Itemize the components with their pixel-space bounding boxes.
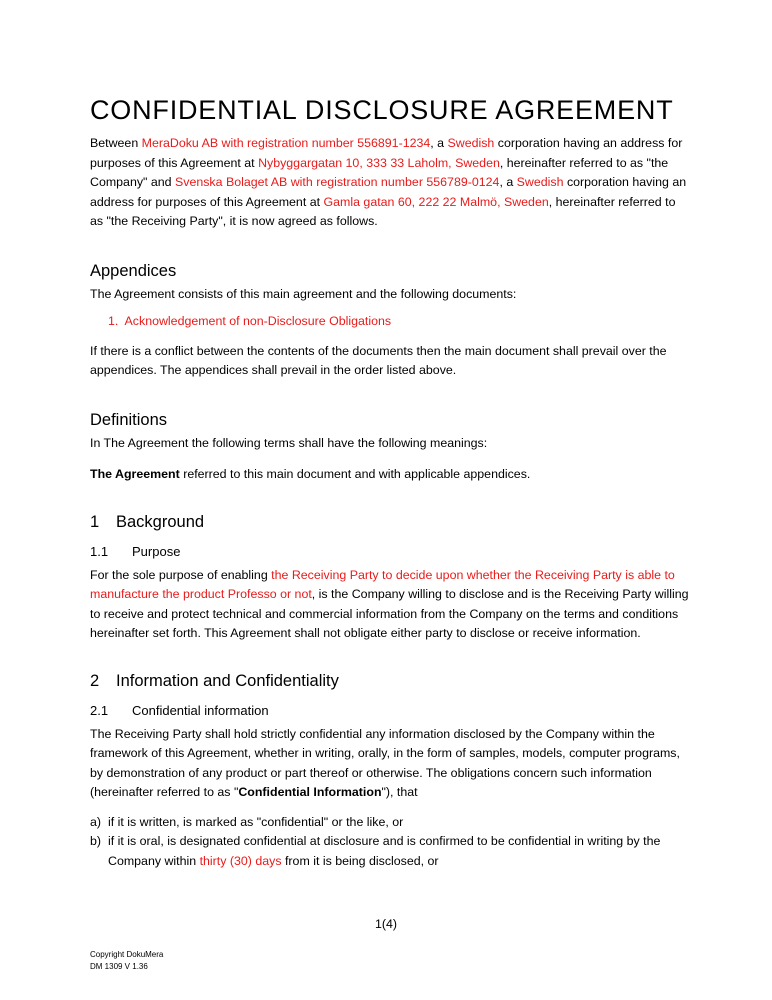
- document-body: [90, 92, 690, 871]
- receiver-address: Gamla gatan 60, 222 22 Malmö, Sweden: [323, 194, 549, 209]
- appendices-heading: Appendices: [90, 261, 177, 280]
- section-2-1-heading: 2.1 Confidential information: [90, 702, 269, 718]
- purpose-paragraph: For the sole purpose of enabling the Receiving Party to decide upon whether the Receiving Party is able to manufacture the product Professo or not, is the Company willing to disclose and is the Receiving Party willing to receive and protect technical and commercial information from the Company on the terms and conditions hereinafter set forth. This Agreement shall not obligate either party to disclose or receive information.: [90, 567, 689, 640]
- list-item: b) if it is oral, is designated confidential at disclosure and is confirmed to be confidential in writing by the Company within thirty (30) days from it is being disclosed, or: [90, 834, 661, 868]
- section-1-1-heading: 1.1 Purpose: [90, 543, 181, 559]
- intro-paragraph: Between MeraDoku AB with registration number 556891-1234, a Swedish corporation having an address for purposes of this Agreement at Nybyggargatan 10, 333 33 Laholm, Sweden, hereinafter referred to as "the Company" and Svenska Bolaget AB with registration number 556789-0124, a Swedish corporation having an address for purposes of this Agreement at Gamla gatan 60, 222 22 Malmö, Sweden, hereinafter referred to as "the Receiving Party", it is now agreed as follows.: [90, 136, 687, 228]
- appendices-conflict-text: If there is a conflict between the contents of the documents then the main document shall prevail over the appendices. The appendices shall prevail in the order listed above.: [90, 343, 667, 377]
- receiver-name: Svenska Bolaget AB with registration number 556789-0124: [175, 175, 500, 189]
- document-title: CONFIDENTIAL DISCLOSURE AGREEMENT: [90, 95, 674, 125]
- page-number: 1(4): [374, 917, 398, 931]
- receiver-country: Swedish: [516, 175, 564, 189]
- section-2-heading: 2 Information and Confidentiality: [90, 671, 339, 690]
- footer-copyright: Copyright DokuMera: [90, 950, 164, 959]
- company-country: Swedish: [447, 136, 495, 150]
- definitions-heading: Definitions: [90, 410, 168, 429]
- section-1-heading: 1 Background: [90, 512, 205, 531]
- list-item: a) if it is written, is marked as "confidential" or the like, or: [90, 814, 404, 829]
- appendices-list: [108, 312, 690, 332]
- footer-version: DM 1309 V 1.36: [90, 962, 148, 971]
- notice-period: thirty (30) days: [199, 853, 282, 868]
- appendix-item: 1. Acknowledgement of non-Disclosure Obligations: [108, 314, 392, 328]
- purpose-text: the Receiving Party to decide upon whether the Receiving Party is able to manufacture the product Professo or not: [90, 567, 675, 601]
- footer: [90, 949, 163, 973]
- company-address: Nybyggargatan 10, 333 33 Laholm, Sweden: [258, 155, 500, 170]
- definitions-text: In The Agreement the following terms shall have the following meanings:: [90, 435, 488, 450]
- appendices-text: The Agreement consists of this main agreement and the following documents:: [90, 286, 517, 301]
- conditions-list: [90, 813, 690, 872]
- confidential-information-term: Confidential Information: [238, 785, 382, 799]
- confidential-info-paragraph: The Receiving Party shall hold strictly confidential any information disclosed by the Company within the framework of this Agreement, whether in writing, orally, in the form of samples, models, computer programs, by demonstration of any product or part thereof or otherwise. The obligations concern such information (hereinafter referred to as "Confidential Information"), that: [90, 726, 680, 799]
- definition-entry: The Agreement referred to this main document and with applicable appendices.: [90, 467, 531, 481]
- company-name: MeraDoku AB with registration number 556891-1234: [141, 136, 431, 150]
- definition-term: The Agreement: [90, 467, 180, 481]
